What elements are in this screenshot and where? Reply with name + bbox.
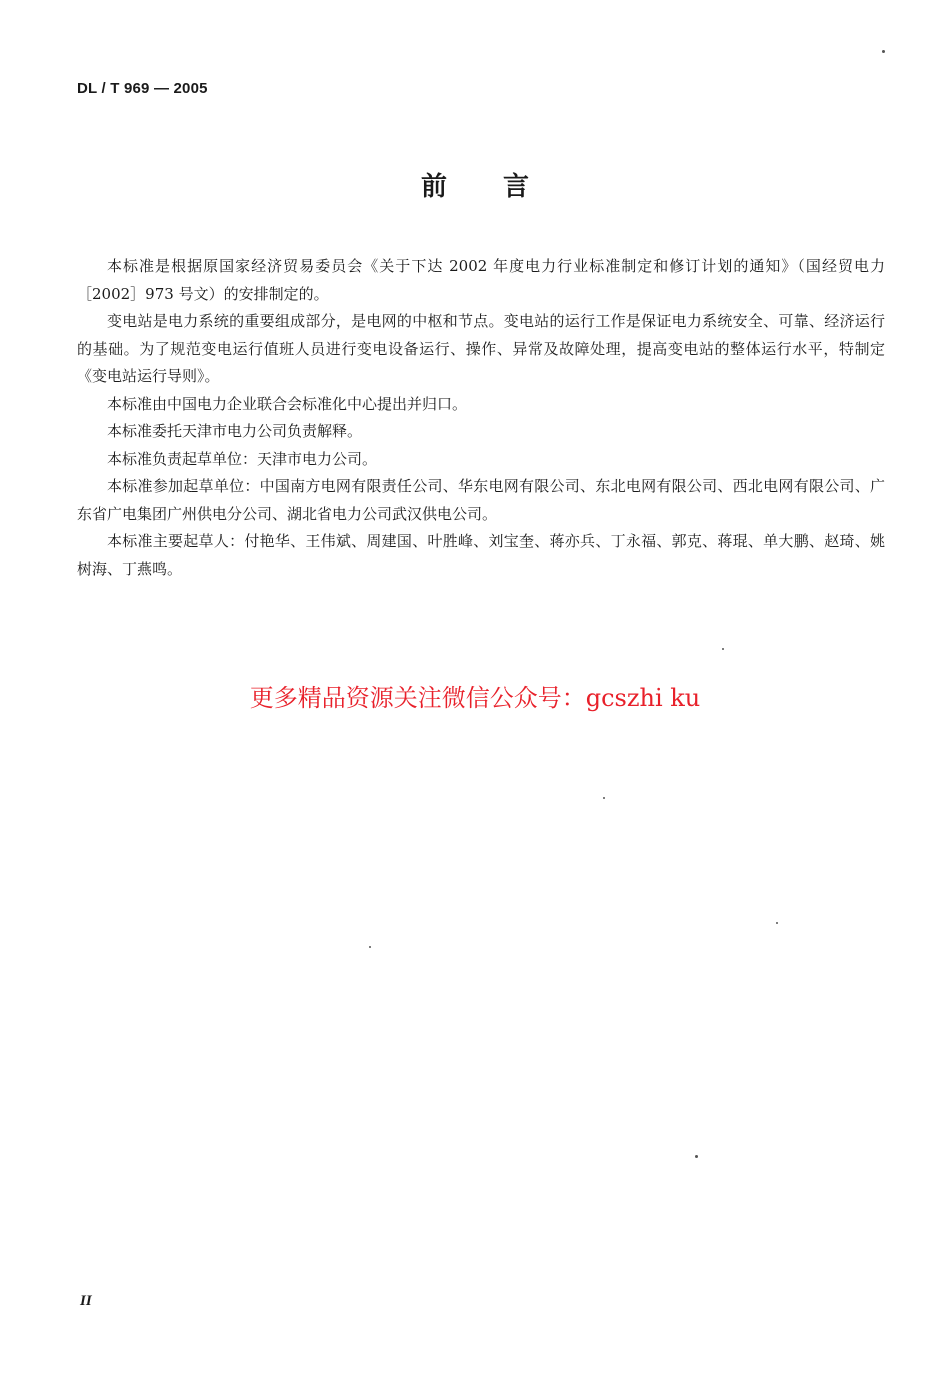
paragraph-basis: 本标准是根据原国家经济贸易委员会《关于下达 2002 年度电力行业标准制定和修订计划的通知》（国经贸电力［2002］973 号文）的安排制定的。	[77, 257, 885, 303]
promo-watermark-text: 更多精品资源关注微信公众号：gcszhi ku	[249, 684, 701, 712]
paragraph-participating-drafters: 本标准参加起草单位：中国南方电网有限责任公司、华东电网有限公司、东北电网有限公司、西北电网有限公司、广东省广电集团广州供电分公司、湖北省电力公司武汉供电公司。	[77, 477, 885, 523]
foreword-body	[77, 253, 885, 583]
paragraph-interpretation: 本标准委托天津市电力公司负责解释。	[107, 422, 363, 440]
scan-speck	[695, 1155, 698, 1158]
paragraph-purpose: 变电站是电力系统的重要组成部分，是电网的中枢和节点。变电站的运行工作是保证电力系统安全、可靠、经济运行的基础。为了规范变电运行值班人员进行变电设备运行、操作、异常及故障处理，提高变电站的整体运行水平，特制定《变电站运行导则》。	[77, 312, 885, 385]
scan-speck	[369, 946, 371, 948]
paragraph-main-drafters: 本标准主要起草人：付艳华、王伟斌、周建国、叶胜峰、刘宝奎、蒋亦兵、丁永福、郭克、蒋琨、单大鹏、赵琦、姚树海、丁燕鸣。	[77, 532, 885, 578]
scan-speck	[776, 922, 778, 924]
page-title: 前言	[420, 172, 585, 202]
paragraph-lead-drafter: 本标准负责起草单位：天津市电力公司。	[107, 449, 378, 468]
scan-speck	[603, 797, 605, 799]
paragraph-proposer: 本标准由中国电力企业联合会标准化中心提出并归口。	[107, 394, 468, 413]
standard-code: DL / T 969 — 2005	[77, 80, 208, 97]
scan-speck	[722, 648, 724, 650]
page-number: II	[80, 1293, 92, 1309]
scan-speck	[882, 50, 885, 53]
